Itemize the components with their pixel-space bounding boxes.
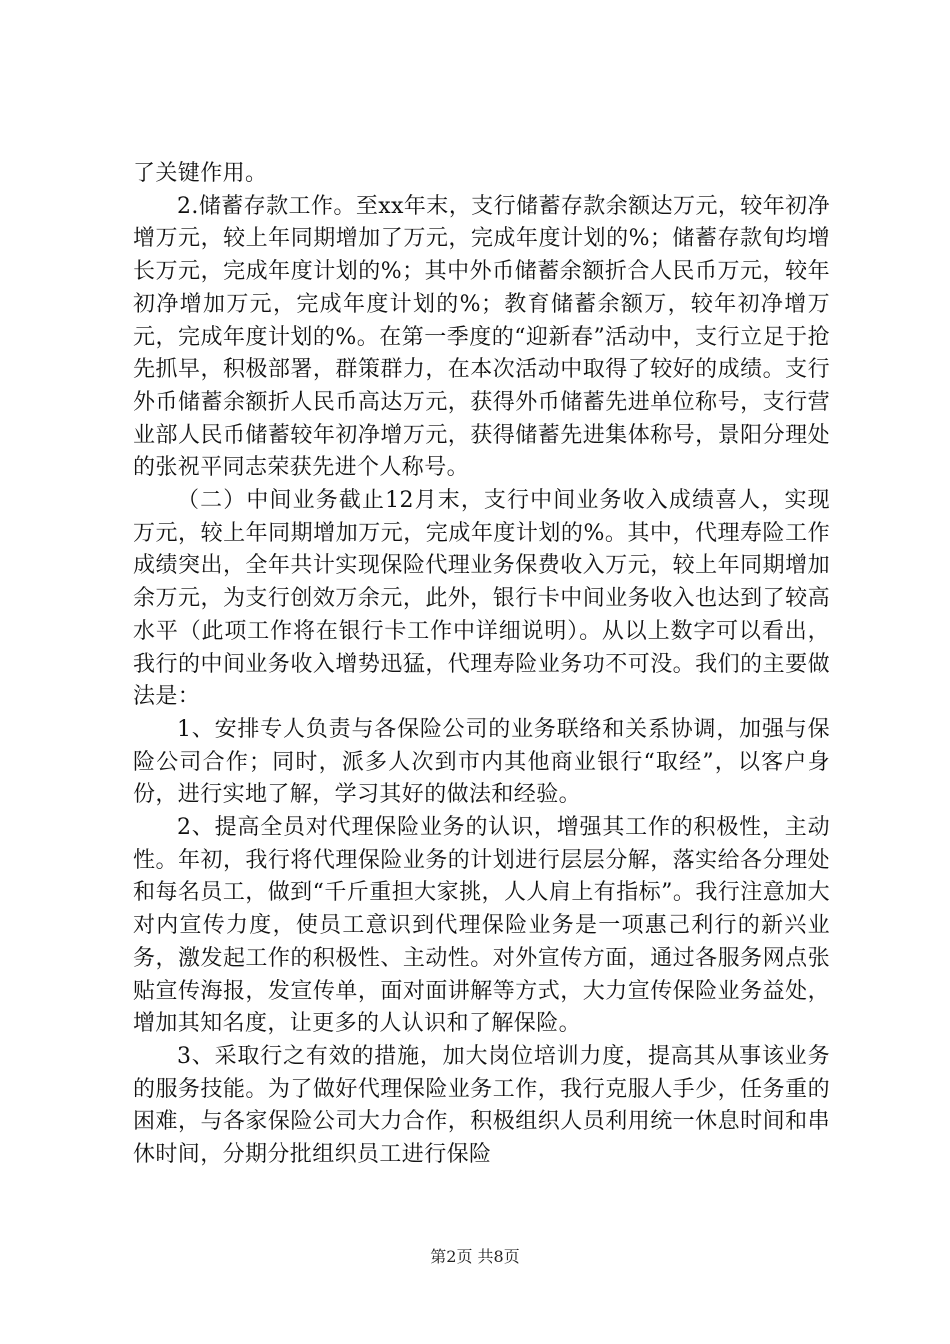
paragraph-continuation: 了关键作用。 <box>133 161 268 186</box>
page-footer: 第2页 共8页 <box>430 1247 520 1266</box>
document-body <box>133 158 830 1172</box>
paragraph-intermediate-business: （二）中间业务截止12月末，支行中间业务收入成绩喜人，实现万元，较上年同期增加万元，完成年度计划的%。其中，代理寿险工作成绩突出，全年共计实现保险代理业务保费收入万元，较上年同期增加余万元，为支行创效万余元，此外，银行卡中间业务收入也达到了较高水平（此项工作将在银行卡工作中详细说明）。从以上数字可以看出，我行的中间业务收入增势迅猛，代理寿险业务功不可没。我们的主要做法是： <box>133 488 830 710</box>
paragraph-item-1: 1、安排专人负责与各保险公司的业务联络和关系协调，加强与保险公司合作；同时，派多人次到市内其他商业银行“取经”，以客户身份，进行实地了解，学习其好的做法和经验。 <box>133 716 830 808</box>
paragraph-item-3: 3、采取行之有效的措施，加大岗位培训力度，提高其从事该业务的服务技能。为了做好代理保险业务工作，我行克服人手少，任务重的困难，与各家保险公司大力合作，积极组织人员利用统一休息时间和串休时间，分期分批组织员工进行保险 <box>133 1043 830 1168</box>
paragraph-savings-deposit: 2.储蓄存款工作。至xx年末，支行储蓄存款余额达万元，较年初净增万元，较上年同期增加了万元，完成年度计划的%；储蓄存款旬均增长万元，完成年度计划的%；其中外币储蓄余额折合人民币万元，较年初净增加万元，完成年度计划的%；教育储蓄余额万，较年初净增万元，完成年度计划的%。在第一季度的“迎新春”活动中，支行立足于抢先抓早，积极部署，群策群力，在本次活动中取得了较好的成绩。支行外币储蓄余额折人民币高达万元，获得外币储蓄先进单位称号，支行营业部人民币储蓄较年初净增万元，获得储蓄先进集体称号，景阳分理处的张祝平同志荣获先进个人称号。 <box>133 193 830 481</box>
paragraph-item-2: 2、提高全员对代理保险业务的认识，增强其工作的积极性，主动性。年初，我行将代理保险业务的计划进行层层分解，落实给各分理处和每名员工，做到“千斤重担大家挑，人人肩上有指标”。我行注意加大对内宣传力度，使员工意识到代理保险业务是一项惠己利行的新兴业务，激发起工作的积极性、主动性。对外宣传方面，通过各服务网点张贴宣传海报，发宣传单，面对面讲解等方式，大力宣传保险业务益处，增加其知名度，让更多的人认识和了解保险。 <box>133 815 830 1037</box>
